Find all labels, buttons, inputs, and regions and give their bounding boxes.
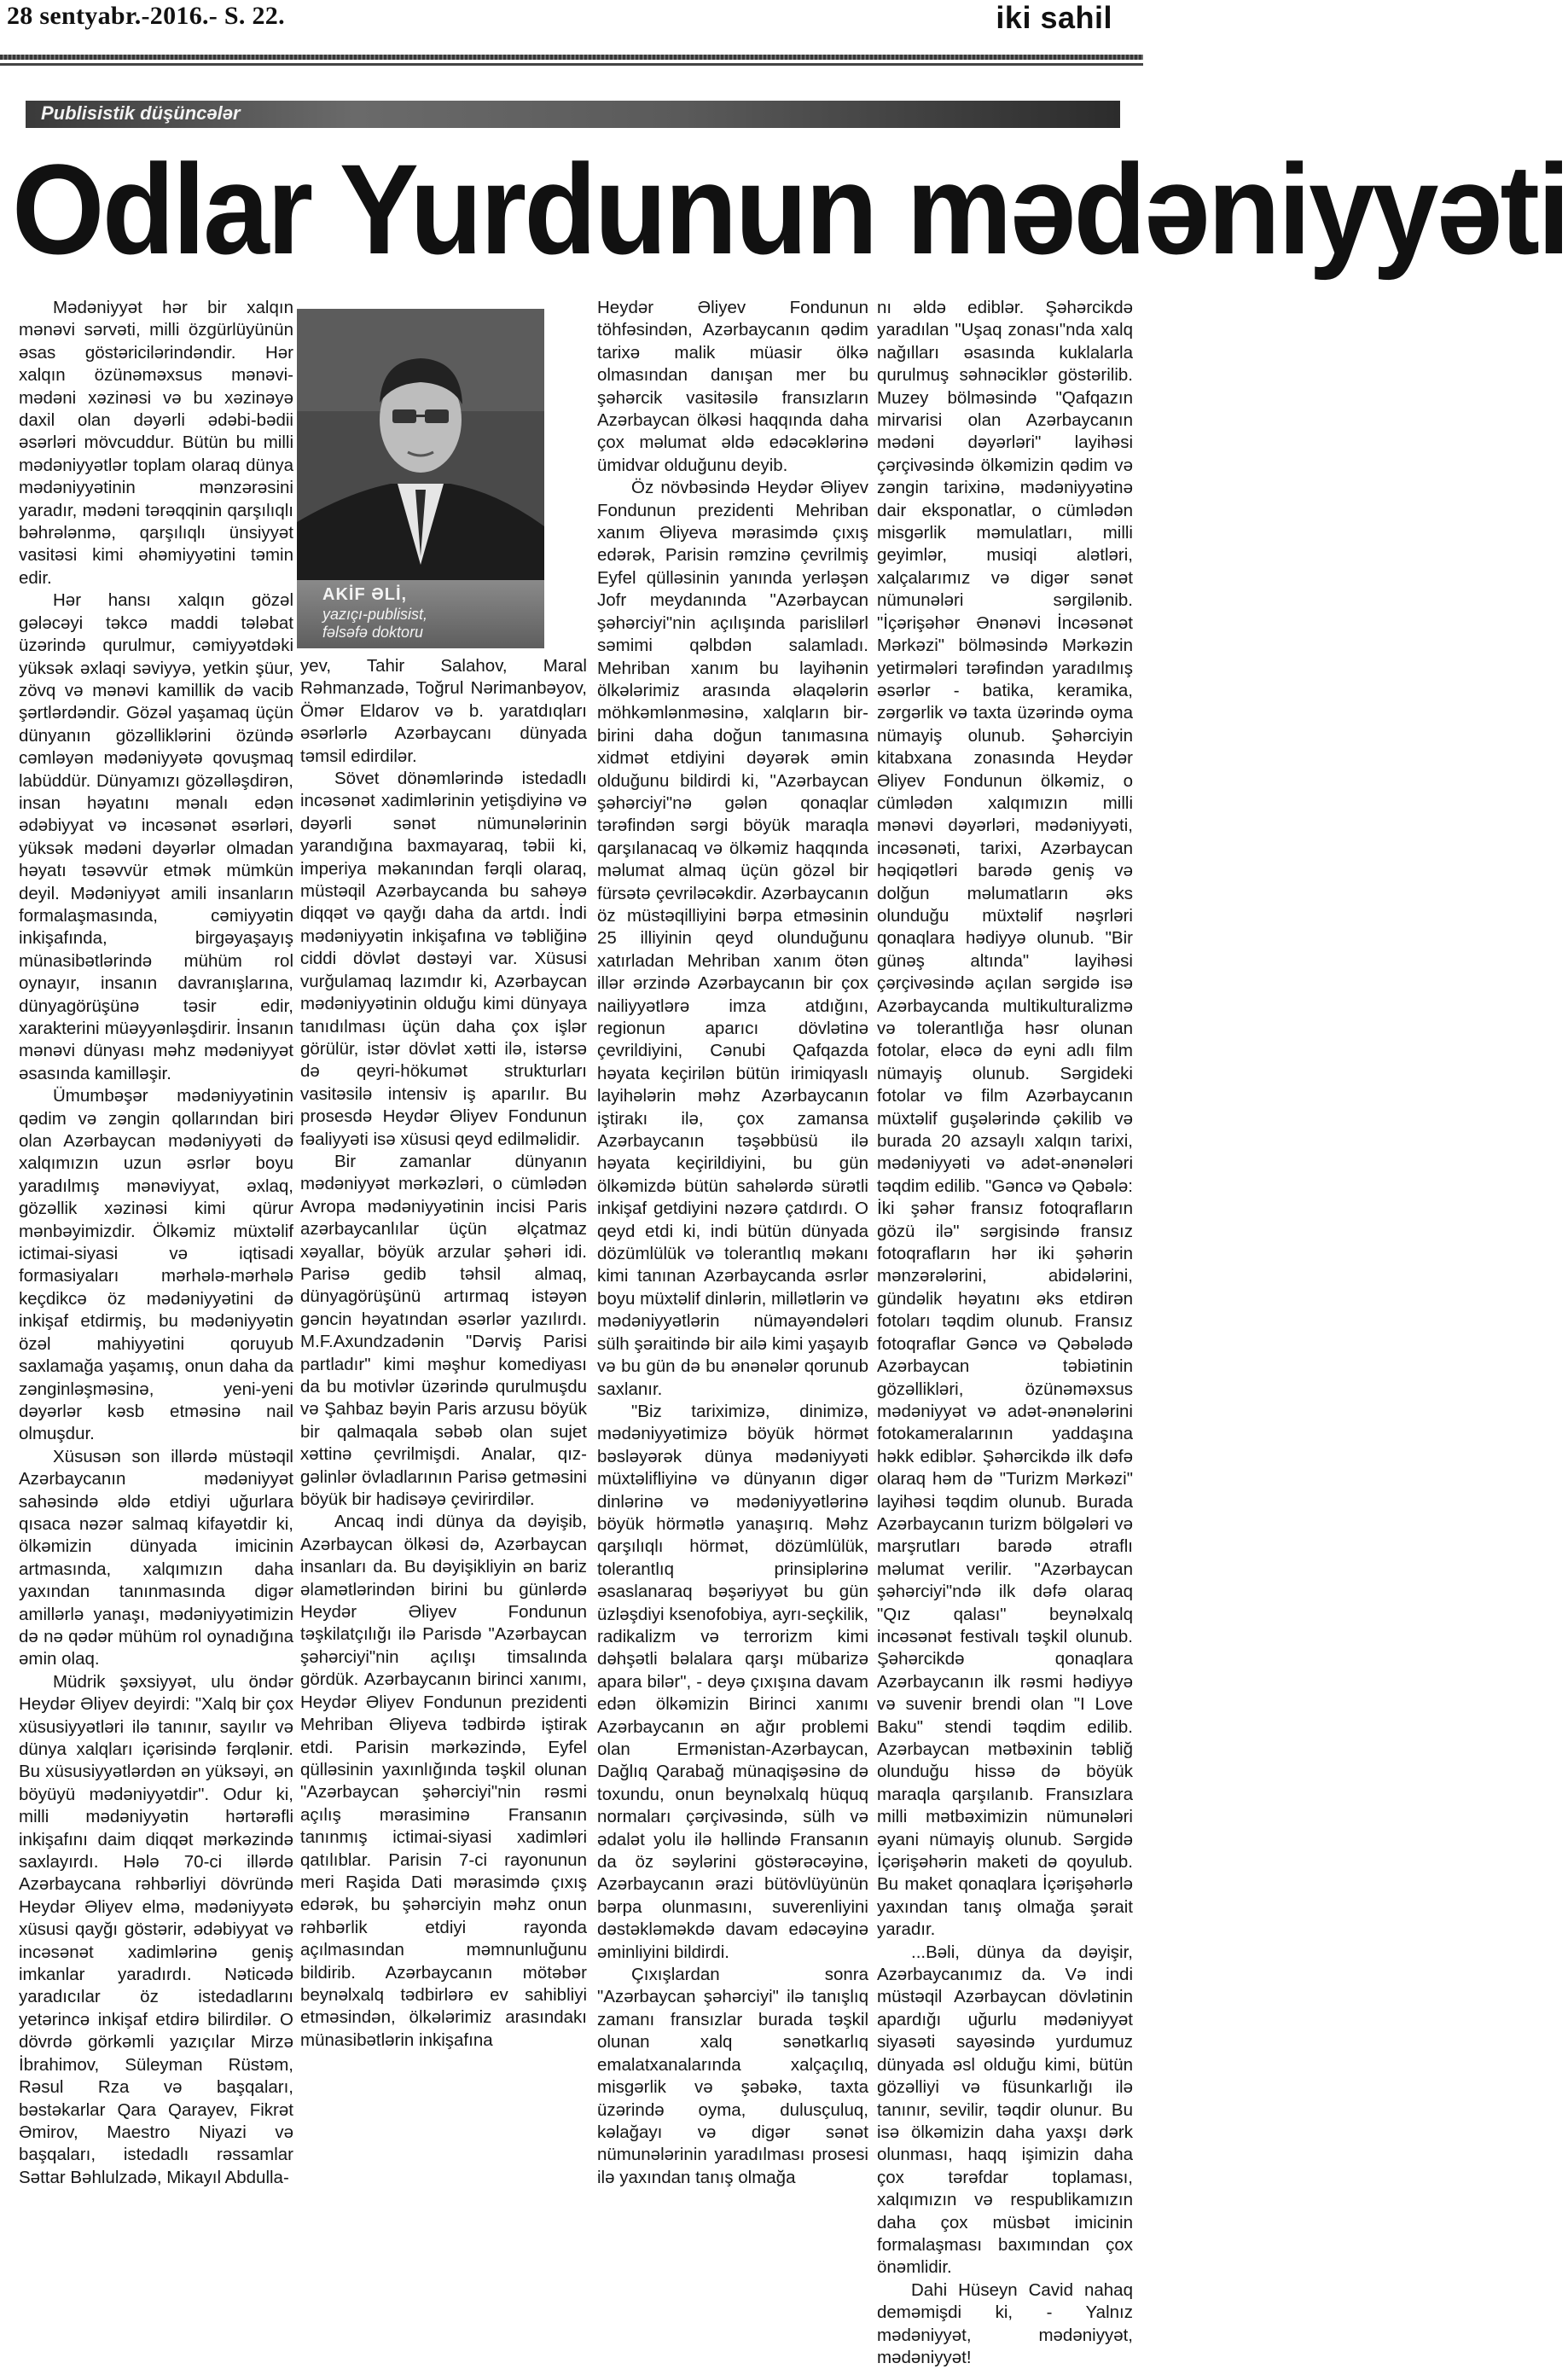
paragraph: Bir zamanlar dünyanın mədəniyyət mərkəzləri, o cümlədən Avropa mədəniyyətinin incisi Paris azərbaycanlılar üçün əlçatmaz xəyallar, böyük arzular şəhəri idi. Parisə gedib təhsil almaq, dünyagörüşünü artırmaq istəyən gəncin həyatından əsərlər yazılırdı. M.F.Axundzadənin "Dərviş Parisi partladır" kimi məşhur komediyası da bu motivlər üzərində qurulmuşdu və Şahbaz bəyin Paris arzusu böyük bir qalmaqala səbəb olan sujet xəttinə çevrilmişdi. Analar, qız-gəlinlər övladlarının Parisə getməsini böyük bir hadisəyə çevirirdilər.	[300, 1151, 587, 1510]
paragraph: Ümumbəşər mədəniyyətinin qədim və zəngin qollarından biri olan Azərbaycan mədəniyyəti də xalqımızın uzun əsrlər boyu yaradılmış mənəviyyat, əxlaq, gözəllik xəzinəsi kimi qürur mənbəyimizdir. Ölkəmiz müxtəlif ictimai-siyasi və iqtisadi formasiyaları mərhələ-mərhələ keçdikcə öz mədəniyyətini də inkişaf etdirmiş, bu mədəniyyətin özəl mahiyyətini qoruyub saxlamağa yaşamış, onun daha da zənginləşməsinə, yeni-yeni dəyərlər kəsb etməsinə nail olmuşdur.	[19, 1086, 293, 1444]
article-title: Odlar Yurdunun mədəniyyəti	[12, 137, 1568, 281]
rubric-label: Publisistik düşüncələr	[41, 102, 241, 124]
photo-caption	[297, 580, 544, 648]
article-column-3	[597, 297, 868, 2238]
header-rule-2	[0, 63, 1143, 66]
author-degree-line: fəlsəfə doktoru	[322, 624, 424, 641]
author-role	[322, 606, 427, 642]
article-column-4	[877, 297, 1133, 2367]
issue-date: 28 sentyabr.-2016.- S. 22.	[7, 2, 285, 30]
author-photo	[297, 309, 544, 648]
paragraph: Xüsusən son illərdə müstəqil Azərbaycanın mədəniyyət sahəsində əldə etdiyi uğurlara qısaca nəzər salmaq kifayətdir ki, ölkəmizin dünyada imicinin artmasında, xalqımızın daha yaxından tanınmasında digər amillərlə yanaşı, mədəniyyətimizin də nə qədər mühüm rol oynadığına əmin olaq.	[19, 1446, 293, 1669]
section-rubric	[26, 101, 1120, 128]
author-portrait	[297, 309, 544, 580]
paragraph: Dahi Hüseyn Cavid nahaq deməmişdi ki, - Yalnız mədəniyyət, mədəniyyət, mədəniyyət!	[877, 2279, 1133, 2367]
article-column-1	[19, 297, 293, 2238]
paragraph: Müdrik şəxsiyyət, ulu öndər Heydər Əliyev deyirdi: "Xalq bir çox xüsusiyyətləri ilə tanınır, sayılır və dünya xalqları içərisində fərqlənir. Bu xüsusiyyətlərdən ən yüksəyi, ən böyüyü mədəniyyətdir". Odur ki, milli mədəniyyətin hərtərəfli inkişafını daim diqqət mərkəzində saxlayırdı. Hələ 70-ci illərdə Azərbaycana rəhbərliyi dövründə Heydər Əliyev elmə, mədəniyyətə xüsusi qayğı göstərir, ədəbiyyat və incəsənət xadimlərinə geniş imkanlar yaradırdı. Nəticədə yaradıcılar öz istedadlarını yetərincə inkişaf etdirə bilirdilər. O dövrdə görkəmli yazıçılar Mirzə İbrahimov, Süleyman Rüstəm, Rəsul Rza və başqaları, bəstəkarlar Qara Qarayev, Fikrət Əmirov, Maestro Niyazi və başqaları, istedadlı rəssamlar Səttar Bəhlulzadə, Mikayıl Abdulla-	[19, 1671, 293, 2187]
portrait-illustration	[297, 309, 544, 580]
paragraph: Hər hansı xalqın gözəl gələcəyi təkcə maddi tələbat üzərində qurulmur, cəmiyyətdəki yüksək əxlaqi səviyyə, yetkin şüur, zövq və mənəvi kamillik də vacib şərtlərdəndir. Gözəl yaşamaq üçün dünyanın gözəlliklərini özündə cəmləyən mədəniyyətə qovuşmaq labüddür. Dünyamızı gözəlləşdirən, insan həyatını mənalı edən ədəbiyyat və incəsənət əsərləri, yüksək mədəni dəyərlər olmadan həyatı təsəvvür etmək mümkün deyil. Mədəniyyət amili insanların formalaşmasında, cəmiyyətin inkişafında, birgəyaşayış münasibətlərində mühüm rol oynayır, insanın davranışlarına, dünyagörüşünə təsir edir, xarakterini müəyyənləşdirir. İnsanın mənəvi dünyası məhz mədəniyyət əsasında kamilləşir.	[19, 590, 293, 1083]
paragraph: "Biz tariximizə, dinimizə, mədəniyyətimizə böyük hörmət bəsləyərək dünya mədəniyyəti müxtəlifliyinə və dünyanın digər dinlərinə və mədəniyyətlərinə böyük hörmətlə yanaşırıq. Məhz qarşılıqlı hörmət, dözümlülük, tolerantlıq prinsiplərinə əsaslanaraq bəşəriyyət bu gün üzləşdiyi ksenofobiya, ayrı-seçkilik, radikalizm və terrorizm kimi dəhşətli bəlalara qarşı mübarizə apara bilər", - deyə çıxışına davam edən ölkəmizin Birinci xanımı Azərbaycanın ən ağır problemi olan Ermənistan-Azərbaycan, Dağlıq Qarabağ münaqişəsinə də toxundu, onun beynəlxalq hüquq normaları çərçivəsində, sülh və ədalət yolu ilə həllində Fransanın da öz səylərini göstərəcəyinə, Azərbaycanın ərazi bütövlüyünün bərpa olunmasını, suverenliyini dəstəkləməkdə davam edəcəyinə əminliyini bildirdi.	[597, 1401, 868, 1962]
paragraph: Sövet dönəmlərində istedadlı incəsənət xadimlərinin yetişdiyinə və dəyərli sənət nümunələrinin yarandığına baxmayaraq, təbii ki, imperiya məkanından fərqli olaraq, müstəqil Azərbaycanda bu sahəyə diqqət və qayğı daha da artdı. İndi mədəniyyətin inkişafına və təbliğinə ciddi dövlət dəstəyi var. Xüsusi vurğulamaq lazımdır ki, Azərbaycan mədəniyyətinin olduğu kimi dünyaya tanıdılması üçün daha çox işlər görülür, istər dövlət xətti ilə, istərsə də qeyri-hökumət strukturları vasitəsilə intensiv iş aparılır. Bu prosesdə Heydər Əliyev Fondunun fəaliyyəti isə xüsusi qeyd edilməlidir.	[300, 769, 587, 1149]
paragraph: Heydər Əliyev Fondunun töhfəsindən, Azərbaycanın qədim tarixə malik müasir ölkə olmasından danışan mer bu şəhərcik vasitəsilə fransızların Azərbaycan ölkəsi haqqında daha çox məlumat əldə edəcəklərinə ümidvar olduğunu deyib.	[597, 298, 868, 475]
paragraph: yev, Tahir Salahov, Maral Rəhmanzadə, Toğrul Nərimanbəyov, Ömər Eldarov və b. yaratdıqları əsərlərlə Azərbaycanı dünyada təmsil edirdilər.	[300, 656, 587, 766]
paragraph: Öz növbəsində Heydər Əliyev Fondunun prezidenti Mehriban xanım Əliyeva mərasimdə çıxış edərək, Parisin rəmzinə çevrilmiş Eyfel qülləsinin yanında yerləşən Jofr meydanında "Azərbaycan şəhərciyi"nin açılışında parislilərl səmimi qəlbdən salamladı. Mehriban xanım bu layihənin ölkələrimiz arasında əlaqələrin möhkəmlənməsinə, xalqların bir-birini daha doğun tanımasına xidmət etdiyini dəyərək əmin olduğunu bildirdi ki, "Azərbaycan şəhərciyi"nə gələn qonaqlar tərəfindən sərgi böyük maraqla qarşılanacaq və ölkəmiz haqqında məlumat almaq üçün gözəl bir fürsətə çevriləcəkdir. Azərbaycanın öz müstəqilliyini bərpa etməsinin 25 illiyinin qeyd olunduğunu xatırladan Mehriban xanım ötən illər ərzində Azərbaycanın bir çox nailiyyətlərə imza atdığını, regionun aparıcı dövlətinə çevrildiyini, Cənubi Qafqazda həyata keçirilən bütün irimiqyaslı layihələrin məhz Azərbaycanın iştirakı ilə, çox zamansa Azərbaycanın təşəbbüsü ilə həyata keçirildiyini, bu gün ölkəmizdə bütün sahələrdə sürətli inkişaf getdiyini nəzərə çatdırdı. O qeyd etdi ki, indi bütün dünyada dözümlülük və tolerantlıq məkanı kimi tanınan Azərbaycanda əsrlər boyu müxtəlif dinlərin, millətlərin və mədəniyyətlərin nümayəndələri sülh şəraitində bir ailə kimi yaşayıb və bu gün də bu ənənələr qorunub saxlanır.	[597, 478, 868, 1399]
newspaper-name: iki sahil	[996, 0, 1112, 35]
paragraph: Mədəniyyət hər bir xalqın mənəvi sərvəti, milli özgürlüyünün əsas göstəricilərindəndir. Hər xalqın özünəməxsus mənəvi-mədəni xəzinəsi və bu xəzinəyə daxil olan dəyərli ədəbi-bədii əsərləri mövcuddur. Bütün bu milli mədəniyyətlər toplam olaraq dünya mədəniyyətinin mənzərəsini yaradır, mədəni tərəqqinin qarşılıqlı bəhrələnmə, qarşılıqlı ünsiyyət vasitəsi kimi əhəmiyyətini təmin edir.	[19, 298, 293, 588]
author-role-line: yazıçı-publisist,	[322, 606, 428, 623]
paragraph: nı əldə ediblər. Şəhərcikdə yaradılan "Uşaq zonası"nda xalq nağılları əsasında kuklalarla qurulmuş səhnəciklər göstərilib. Muzey bölməsində "Qafqazın mirvarisi olan Azərbaycanın mədəni dəyərləri" layihəsi çərçivəsində ölkəmizin qədim və zəngin tarixinə, mədəniyyətinə dair eksponatlar, o cümlədən misgərlik məmulatları, milli geyimlər, musiqi alətləri, xalçalarımız və digər sənət nümunələri sərgilənib. "İçərişəhər Ənənəvi İncəsənət Mərkəzi" bölməsində Mərkəzin yetirmələri tərəfindən yaradılmış əsərlər - batika, keramika, zərgərlik və taxta üzərində oyma nümayiş olunub. Şəhərciyin kitabxana zonasında Heydər Əliyev Fondunun ölkəmiz, o cümlədən xalqımızın milli mənəvi dəyərləri, mədəniyyəti, incəsənəti, tarixi, Azərbaycan həqiqətləri barədə geniş və dolğun məlumatların əks olunduğu müxtəlif nəşrləri qonaqlara hədiyyə olunub. "Bir günəş altında" layihəsi çərçivəsində açılan sərgidə isə Azərbaycanda multikulturalizmə və tolerantlığa həsr olunan fotolar, eləcə də eyni adlı film nümayiş olunub. Sərgideki fotolar və film Azərbaycanın müxtəlif guşələrində çəkilib və burada 20 azsaylı xalqın tarixi, mədəniyyəti və adət-ənənələri təqdim edilib. "Gəncə və Qəbələ: İki şəhər fransız fotoqrafların gözü ilə" sərgisində fransız fotoqrafların hər iki şəhərin mənzərələrini, abidələrini, gündəlik həyatını əks etdirən fotoları təqdim olunub. Fransız fotoqraflar Gəncə və Qəbələdə Azərbaycan təbiətinin gözəllikləri, özünəməxsus mədəniyyət və adət-ənənələrini fotokameralarının yaddaşına həkk ediblər. Şəhərcikdə ilk dəfə olaraq həm də "Turizm Mərkəzi" layihəsi təqdim olunub. Burada Azərbaycanın turizm bölgələri və marşrutları barədə ətraflı məlumat verilir. "Azərbaycan şəhərciyi"ndə ilk dəfə olaraq "Qız qalası" beynəlxalq incəsənət festivalı təşkil olunub. Şəhərcikdə qonaqlara Azərbaycanın ilk rəsmi hədiyyə və suvenir brendi olan "I Love Baku" stendi təqdim edilib. Azərbaycan mətbəxinin təbliğ olunduğu hissə də böyük maraqla qarşılanıb. Fransızlara milli mətbəximizin nümunələri əyani nümayiş olunub. Sərgidə İçərişəhərin maketi də qoyulub. Bu maket qonaqlara İçərişəhərlə yaxından tanış olmağa şərait yaradır.	[877, 298, 1133, 1940]
article-column-2	[300, 655, 587, 2238]
paragraph: Çıxışlardan sonra "Azərbaycan şəhərciyi" ilə tanışlıq zamanı fransızlar burada təşkil olunan xalq sənətkarlıq emalatxanalarında xalçaçılıq, misgərlik və şəbəkə, taxta üzərində oyma, dulusçuluq, kəlağayı və digər sənət nümunələrinin yaradılması prosesi ilə yaxından tanış olmağa	[597, 1965, 868, 2187]
header-rule	[0, 55, 1143, 60]
author-name: AKİF ƏLİ,	[322, 585, 408, 604]
paragraph: Ancaq indi dünya da dəyişib, Azərbaycan ölkəsi də, Azərbaycan insanları da. Bu dəyişikliyin ən bariz əlamətlərindən birini bu günlərdə Heydər Əliyev Fondunun təşkilatçılığı ilə Parisdə "Azərbaycan şəhərciyi"nin açılışı timsalında gördük. Azərbaycanın birinci xanımı, Heydər Əliyev Fondunun prezidenti Mehriban Əliyeva tədbirdə iştirak etdi. Parisin mərkəzində, Eyfel qülləsinin yaxınlığında təşkil olunan "Azərbaycan şəhərciyi"nin rəsmi açılış mərasiminə Fransanın tanınmış ictimai-siyasi xadimləri qatılıblar. Parisin 7-ci rayonunun meri Raşida Dati mərasimdə çıxış edərək, bu şəhərciyin məhz onun rəhbərlik etdiyi rayonda açılmasından məmnunluğunu bildirib. Azərbaycanın mötəbər beynəlxalq tədbirlərə ev sahibliyi etməsindən, ölkələrimiz arasındakı münasibətlərin inkişafına	[300, 1512, 587, 2050]
paragraph: ...Bəli, dünya da dəyişir, Azərbaycanımız da. Və indi müstəqil Azərbaycan dövlətinin apardığı uğurlu mədəniyyət siyasəti sayəsində yurdumuz dünyada əsl olduğu kimi, bütün gözəlliyi və füsunkarlığı ilə tanınır, sevilir, təqdir olunur. Bu isə ölkəmizin daha yaxşı dərk olunması, haqq işimizin daha çox tərəfdar toplaması, xalqımızın və respublikamızın daha çox müsbət imicinin formalaşması baxımından çox önəmlidir.	[877, 1942, 1133, 2278]
